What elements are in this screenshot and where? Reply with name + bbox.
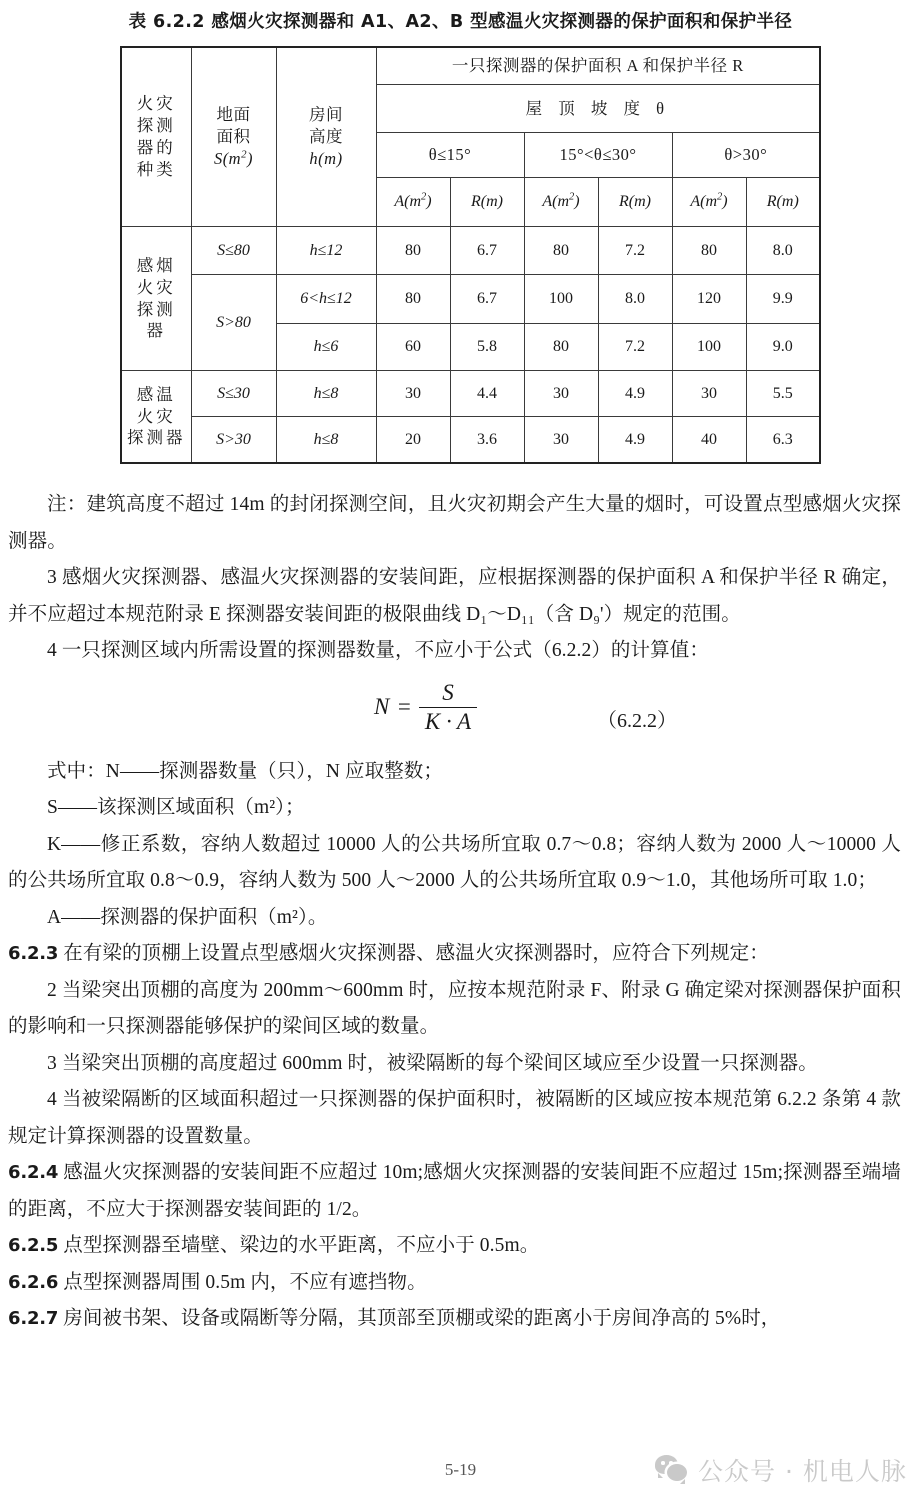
header-floor-area-symbol: $S(m^2)$ (213, 148, 254, 168)
header-room-height-line: 高度 (309, 127, 343, 147)
clause-text: 点型探测器周围 0.5m 内，不应有遮挡物。 (63, 1271, 427, 1293)
category-line: 火灾 (136, 406, 176, 426)
definition-n: 式中：N——探测器数量（只），N 应取整数； (47, 760, 443, 782)
row-category-smoke (121, 227, 191, 371)
protection-area-table (120, 46, 821, 464)
cell-value: 80 (376, 275, 450, 324)
header-cell-metric-a2: $A(m^2)$ (524, 178, 598, 227)
header-category-line: 器的 (136, 138, 176, 157)
cell-value: 3.6 (450, 417, 524, 464)
table-note: 注：建筑高度不超过 14m 的封闭探测空间，且火灾初期会产生大量的烟时，可设置点型感烟火灾探测器。 (8, 494, 901, 552)
clause-6-2-4 (0, 1155, 921, 1228)
clause-text: 在有梁的顶棚上设置点型感烟火灾探测器、感温火灾探测器时，应符合下列规定： (63, 943, 769, 964)
cell-height: 6<h≤12 (276, 275, 376, 324)
clause-6-2-5 (0, 1228, 921, 1265)
cell-value: 80 (672, 227, 746, 275)
table-header-row-1 (121, 47, 820, 85)
cell-value: 100 (524, 275, 598, 324)
header-room-height-line: 房间 (309, 105, 343, 125)
watermark-label: 公众号 · 机电人脉 (698, 1457, 907, 1486)
clause-number: 6.2.4 (8, 1162, 59, 1183)
spec-table-wrapper (120, 46, 820, 464)
formula-fraction (419, 680, 477, 736)
clause-6-2-3-item-2: 2 当梁突出顶棚的高度为 200mm～600mm 时，应按本规范附录 F、附录 G 确定梁对探测器保护面积的影响和一只探测器能够保护的梁间区域的数量。 (8, 979, 901, 1037)
header-cell-metric-r2: R(m) (598, 178, 672, 227)
category-line: 火灾 (136, 277, 176, 297)
clause-6-2-3-item-4: 4 当被梁隔断的区域面积超过一只探测器的保护面积时，被隔断的区域应按本规范第 6.2.2 条第 4 款规定计算探测器的设置数量。 (8, 1089, 901, 1147)
table-caption: 表 6.2.2 感烟火灾探测器和 A1、A2、B 型感温火灾探测器的保护面积和保护半径 (128, 12, 793, 32)
header-cell-slope-1: θ≤15° (376, 133, 524, 178)
header-floor-area-line: 地面 (216, 105, 251, 125)
category-line: 探测器 (127, 428, 186, 448)
cell-value: 6.7 (450, 275, 524, 324)
cell-value: 9.0 (746, 324, 820, 371)
category-line: 探测 (136, 299, 176, 319)
clause-number: 6.2.7 (8, 1308, 59, 1329)
table-row (121, 417, 820, 464)
header-floor-area-line: 面积 (216, 127, 251, 147)
cell-height: h≤8 (276, 371, 376, 417)
cell-value: 7.2 (598, 227, 672, 275)
header-cell-floor-area (191, 47, 276, 227)
header-cell-category (121, 47, 191, 227)
formula-equals: = (396, 694, 412, 720)
cell-value: 20 (376, 417, 450, 464)
clause-number: 6.2.5 (8, 1235, 59, 1256)
clause-6-2-2-item-4: 4 一只探测区域内所需设置的探测器数量，不应小于公式（6.2.2）的计算值： (47, 640, 709, 661)
formula-reference: （6.2.2） (597, 709, 677, 732)
clause-6-2-7 (0, 1301, 921, 1338)
cell-area: S≤80 (191, 227, 276, 275)
header-cell-metric-a1: $A(m^2)$ (376, 178, 450, 227)
clause-text: 点型探测器至墙壁、梁边的水平距离，不应小于 0.5m。 (63, 1235, 540, 1256)
cell-value: 5.8 (450, 324, 524, 371)
cell-value: 6.7 (450, 227, 524, 275)
formula-denominator: K · A (424, 709, 472, 735)
cell-value: 4.4 (450, 371, 524, 417)
cell-value: 30 (524, 371, 598, 417)
cell-value: 80 (524, 227, 598, 275)
header-cell-slope-2: 15°<θ≤30° (524, 133, 672, 178)
cell-value: 30 (672, 371, 746, 417)
clause-text: 房间被书架、设备或隔断等分隔，其顶部至顶棚或梁的距离小于房间净高的 5%时， (63, 1308, 781, 1329)
document-body (0, 487, 921, 1338)
cell-value: 9.9 (746, 275, 820, 324)
header-cell-metric-a3: $A(m^2)$ (672, 178, 746, 227)
cell-value: 100 (672, 324, 746, 371)
wechat-icon (655, 1455, 689, 1485)
formula-numerator: S (442, 679, 454, 705)
cell-value: 40 (672, 417, 746, 464)
clause-number: 6.2.6 (8, 1271, 59, 1293)
clause-6-2-6 (0, 1265, 921, 1302)
formula-lhs: N (374, 694, 390, 720)
cell-area: S>80 (191, 275, 276, 371)
clause-6-2-2-item-3: 3 感烟火灾探测器、感温火灾探测器的安装间距，应根据探测器的保护面积 A 和保护半径 R 确定，并不应超过本规范附录 E 探测器安装间距的极限曲线 D₁～D₁₁（含 D₉'）规定的范围。 (8, 567, 901, 625)
table-row (121, 275, 820, 324)
cell-value: 8.0 (746, 227, 820, 275)
cell-value: 30 (524, 417, 598, 464)
category-line: 感温 (136, 384, 176, 404)
header-cell-metric-r1: R(m) (450, 178, 524, 227)
row-category-heat (121, 371, 191, 464)
cell-value: 8.0 (598, 275, 672, 324)
cell-value: 5.5 (746, 371, 820, 417)
category-line: 器 (146, 321, 166, 341)
cell-area: S≤30 (191, 371, 276, 417)
header-room-height-symbol: h(m) (309, 148, 343, 168)
cell-height: h≤12 (276, 227, 376, 275)
cell-value: 30 (376, 371, 450, 417)
cell-value: 120 (672, 275, 746, 324)
clause-6-2-3 (0, 936, 921, 973)
cell-value: 4.9 (598, 371, 672, 417)
formula-block (0, 676, 921, 750)
cell-height: h≤8 (276, 417, 376, 464)
page-number: 5-19 (444, 1460, 477, 1479)
cell-area: S>30 (191, 417, 276, 464)
cell-value: 80 (376, 227, 450, 275)
cell-value: 80 (524, 324, 598, 371)
definition-a: A——探测器的保护面积（m²）。 (47, 906, 328, 928)
category-line: 感烟 (136, 255, 176, 275)
header-cell-roof-slope: 屋 顶 坡 度 θ (376, 85, 820, 133)
clause-text: 感温火灾探测器的安装间距不应超过 10m;感烟火灾探测器的安装间距不应超过 15m;探测器至端墙的距离，不应大于探测器安装间距的 1/2。 (8, 1162, 901, 1220)
definition-s: S——该探测区域面积（m²）； (47, 797, 305, 818)
clause-number: 6.2.3 (8, 943, 59, 964)
clause-6-2-3-item-3: 3 当梁突出顶棚的高度超过 600mm 时，被梁隔断的每个梁间区域应至少设置一只探测器。 (47, 1052, 818, 1074)
cell-value: 4.9 (598, 417, 672, 464)
header-cell-group-title: 一只探测器的保护面积 A 和保护半径 R (376, 47, 820, 85)
header-cell-room-height (276, 47, 376, 227)
cell-value: 60 (376, 324, 450, 371)
header-cell-metric-r3: R(m) (746, 178, 820, 227)
definition-k: K——修正系数，容纳人数超过 10000 人的公共场所宜取 0.7～0.8；容纳人数为 2000 人～10000 人的公共场所宜取 0.8～0.9，容纳人数为 500 人～2000 人的公共场所宜取 0.9～1.0，其他场所可取 1.0； (8, 833, 901, 891)
cell-value: 6.3 (746, 417, 820, 464)
table-row (121, 371, 820, 417)
header-category-line: 种类 (136, 159, 176, 179)
cell-value: 7.2 (598, 324, 672, 371)
header-category-line: 火灾 (136, 94, 176, 114)
cell-height: h≤6 (276, 324, 376, 371)
wechat-watermark (655, 1452, 907, 1488)
table-row (121, 227, 820, 275)
detector-count-formula (374, 680, 477, 736)
header-cell-slope-3: θ>30° (672, 133, 820, 178)
header-category-line: 探测 (136, 116, 176, 136)
